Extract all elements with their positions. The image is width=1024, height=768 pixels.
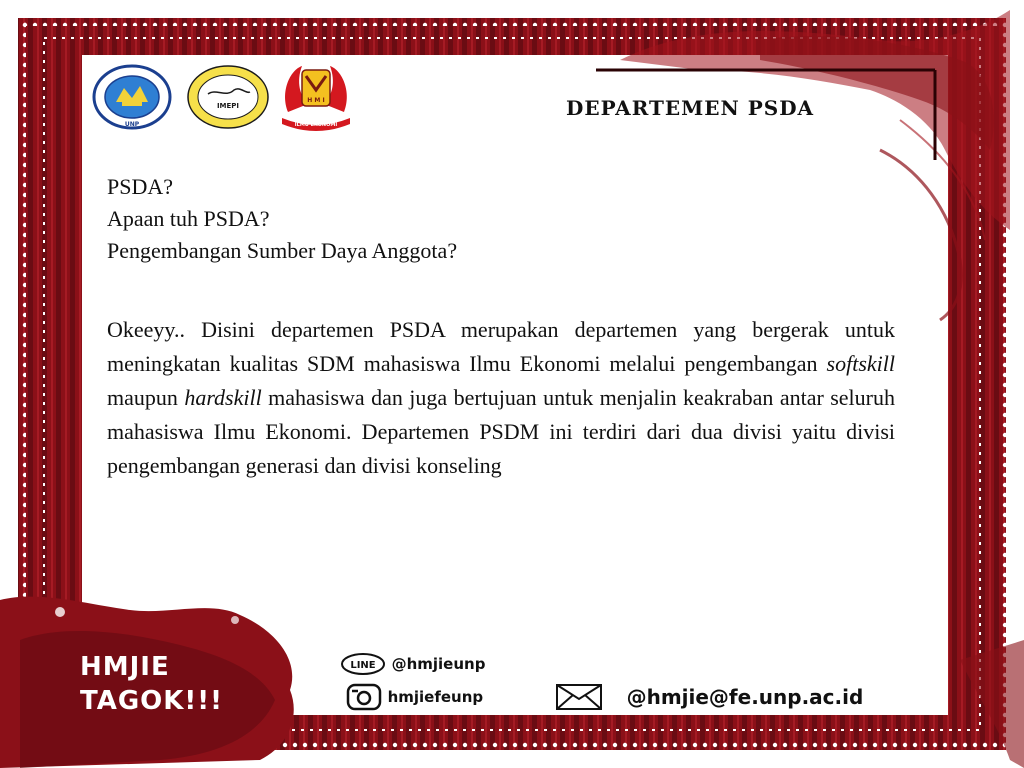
body-text-part1: Okeeyy.. Disini departemen PSDA merupakan departemen yang bergerak untuk meningkatan kualitas SDM mahasiswa Ilmu Ekonomi melalui pengembangan: [107, 317, 895, 376]
unp-logo: [92, 64, 172, 130]
line-contact: [340, 652, 485, 676]
line-icon-label: LINE: [350, 660, 376, 671]
body-text-part3: mahasiswa dan juga bertujuan untuk menjalin keakraban antar seluruh mahasiswa Ilmu Ekonomi. Departemen PSDM ini terdiri dari dua divisi yaitu divisi pengembangan generasi dan divisi konseling: [107, 385, 895, 478]
slogan-line-2: TAGOK!!!: [80, 686, 224, 716]
intro-line: Apaan tuh PSDA?: [107, 206, 270, 231]
instagram-contact: [346, 683, 483, 711]
unp-logo-abbr: UNP: [124, 121, 140, 128]
intro-line: Pengembangan Sumber Daya Anggota?: [107, 238, 458, 263]
email-contact: [555, 683, 863, 711]
hmi-ilmu-ekonomi-logo: [276, 62, 356, 132]
imepi-logo-abbr: IMEPI: [216, 102, 240, 110]
instagram-icon: [346, 683, 382, 711]
email-address: @hmjie@fe.unp.ac.id: [626, 685, 864, 709]
imepi-logo: [186, 64, 270, 130]
intro-line: PSDA?: [107, 174, 174, 199]
line-icon: [340, 652, 386, 676]
body-text-part2: maupun: [107, 385, 185, 410]
body-paragraph: [107, 313, 895, 483]
slogan: [80, 650, 223, 718]
slogan-line-1: HMJIE: [80, 652, 170, 682]
body-term-hardskill: hardskill: [184, 385, 262, 410]
intro-questions: [107, 171, 457, 267]
page-title: DEPARTEMEN PSDA: [566, 96, 815, 120]
instagram-handle: hmjiefeunp: [387, 688, 484, 706]
hmi-logo-top-text: H M I: [307, 97, 325, 104]
line-handle: @hmjieunp: [391, 655, 486, 673]
body-term-softskill: softskill: [826, 351, 895, 376]
hmi-logo-bottom-text: ILMU EKONOMI: [294, 122, 338, 128]
envelope-icon: [555, 683, 603, 711]
